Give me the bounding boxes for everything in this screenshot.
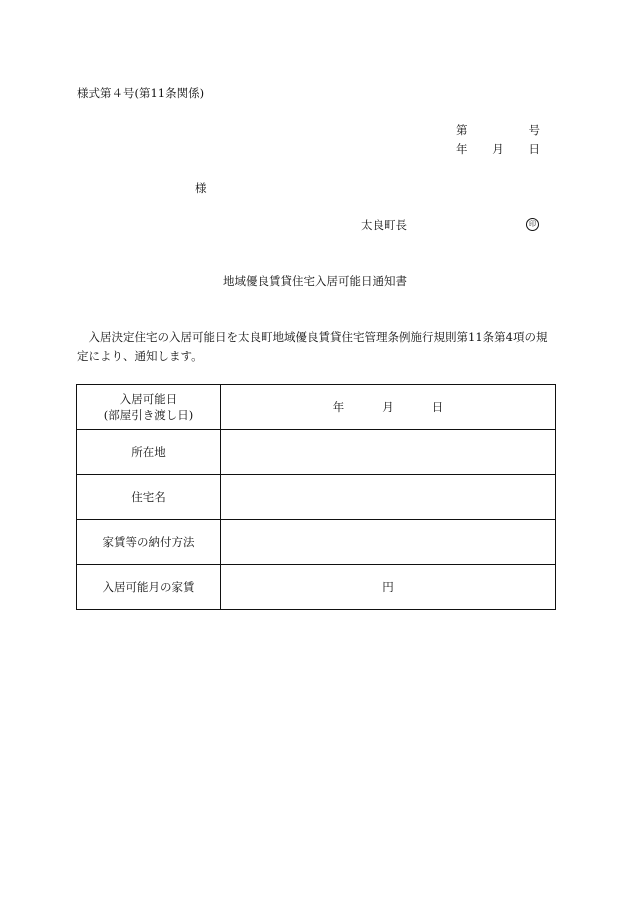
payment-method-label: 家賃等の納付方法 (77, 520, 221, 565)
day-label: 日 (528, 142, 540, 156)
move-in-day: 日 (431, 400, 444, 414)
move-in-date-value (221, 385, 556, 430)
housing-name-label: 住宅名 (77, 475, 221, 520)
seal-icon: 印 (526, 218, 539, 231)
rent-label: 入居可能月の家賃 (77, 565, 221, 610)
addressee-suffix: 様 (195, 181, 207, 195)
table-row (77, 475, 556, 520)
number-suffix: 号 (528, 123, 540, 137)
move-in-date-label (77, 385, 221, 430)
document-number (456, 122, 540, 138)
move-in-date-label-line1: 入居可能日 (119, 392, 178, 406)
location-label: 所在地 (77, 430, 221, 475)
number-prefix: 第 (456, 123, 468, 137)
table-row (77, 565, 556, 610)
payment-method-value (221, 520, 556, 565)
document-title: 地域優良賃貸住宅入居可能日通知書 (223, 274, 407, 288)
issue-date (456, 141, 540, 157)
sender: 太良町長 (361, 218, 407, 232)
month-label: 月 (492, 142, 504, 156)
year-label: 年 (456, 142, 468, 156)
info-table (76, 384, 556, 610)
table-row (77, 520, 556, 565)
move-in-year: 年 (332, 400, 345, 414)
table-row (77, 430, 556, 475)
body-text: 入居決定住宅の入居可能日を太良町地域優良賃貸住宅管理条例施行規則第11条第4項の規定により、通知します。 (77, 330, 548, 363)
form-label: 様式第４号(第11条関係) (77, 86, 205, 100)
rent-value (221, 565, 556, 610)
yen-unit: 円 (382, 580, 394, 594)
move-in-month: 月 (382, 400, 394, 414)
move-in-date-label-line2: (部屋引き渡し日) (103, 408, 194, 422)
housing-name-value (221, 475, 556, 520)
table-row (77, 385, 556, 430)
location-value (221, 430, 556, 475)
